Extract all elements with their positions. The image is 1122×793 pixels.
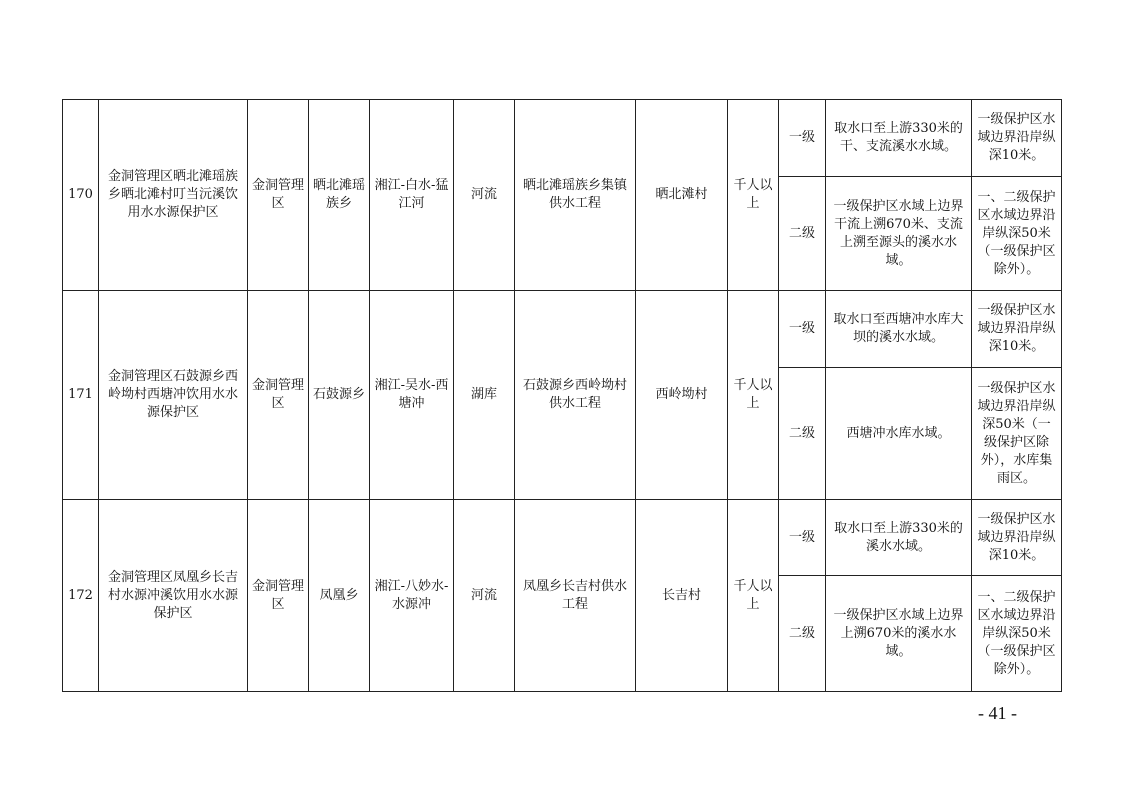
level-range: 一级保护区水域上边界上溯670米的溪水水域。: [826, 576, 972, 692]
table-row: [63, 291, 1062, 368]
project: 凤凰乡长吉村供水工程: [515, 500, 636, 692]
scale: 千人以上: [728, 500, 779, 692]
row-number: 170: [63, 100, 99, 291]
level-grade: 二级: [779, 576, 826, 692]
level-range: 西塘冲水库水域。: [826, 368, 972, 500]
zone-name: 金洞管理区晒北滩瑶族乡晒北滩村叮当沅溪饮用水水源保护区: [99, 100, 248, 291]
level-boundary: 一、二级保护区水域边界沿岸纵深50米（一级保护区除外）。: [972, 576, 1062, 692]
level-range: 取水口至上游330米的干、支流溪水水域。: [826, 100, 972, 177]
village: 长吉村: [636, 500, 728, 692]
water-type: 河流: [454, 100, 515, 291]
village: 西岭坳村: [636, 291, 728, 500]
level-grade: 一级: [779, 500, 826, 576]
level-range: 一级保护区水域上边界干流上溯670米、支流上溯至源头的溪水水域。: [826, 177, 972, 291]
level-grade: 一级: [779, 100, 826, 177]
level-boundary: 一级保护区水域边界沿岸纵深10米。: [972, 500, 1062, 576]
zone-name: 金洞管理区石鼓源乡西岭坳村西塘冲饮用水水源保护区: [99, 291, 248, 500]
scale: 千人以上: [728, 100, 779, 291]
level-boundary: 一级保护区水域边界沿岸纵深10米。: [972, 100, 1062, 177]
town: 晒北滩瑶族乡: [309, 100, 370, 291]
village: 晒北滩村: [636, 100, 728, 291]
town: 凤凰乡: [309, 500, 370, 692]
level-range: 取水口至上游330米的溪水水域。: [826, 500, 972, 576]
page-number: - 41 -: [978, 703, 1017, 723]
district: 金洞管理区: [248, 100, 309, 291]
project: 晒北滩瑶族乡集镇供水工程: [515, 100, 636, 291]
row-number: 172: [63, 500, 99, 692]
town: 石鼓源乡: [309, 291, 370, 500]
scale: 千人以上: [728, 291, 779, 500]
basin: 湘江-白水-猛江河: [370, 100, 454, 291]
level-boundary: 一级保护区水域边界沿岸纵深50米（一级保护区除外），水库集雨区。: [972, 368, 1062, 500]
water-type: 河流: [454, 500, 515, 692]
protection-zone-table: [62, 99, 1062, 692]
level-range: 取水口至西塘冲水库大坝的溪水水域。: [826, 291, 972, 368]
project: 石鼓源乡西岭坳村供水工程: [515, 291, 636, 500]
basin: 湘江-吴水-西塘冲: [370, 291, 454, 500]
district: 金洞管理区: [248, 291, 309, 500]
water-type: 湖库: [454, 291, 515, 500]
table-row: [63, 500, 1062, 576]
level-boundary: 一级保护区水域边界沿岸纵深10米。: [972, 291, 1062, 368]
row-number: 171: [63, 291, 99, 500]
level-grade: 一级: [779, 291, 826, 368]
level-boundary: 一、二级保护区水域边界沿岸纵深50米（一级保护区除外）。: [972, 177, 1062, 291]
zone-name: 金洞管理区凤凰乡长吉村水源冲溪饮用水水源保护区: [99, 500, 248, 692]
table-row: [63, 100, 1062, 177]
level-grade: 二级: [779, 368, 826, 500]
level-grade: 二级: [779, 177, 826, 291]
basin: 湘江-八妙水-水源冲: [370, 500, 454, 692]
district: 金洞管理区: [248, 500, 309, 692]
